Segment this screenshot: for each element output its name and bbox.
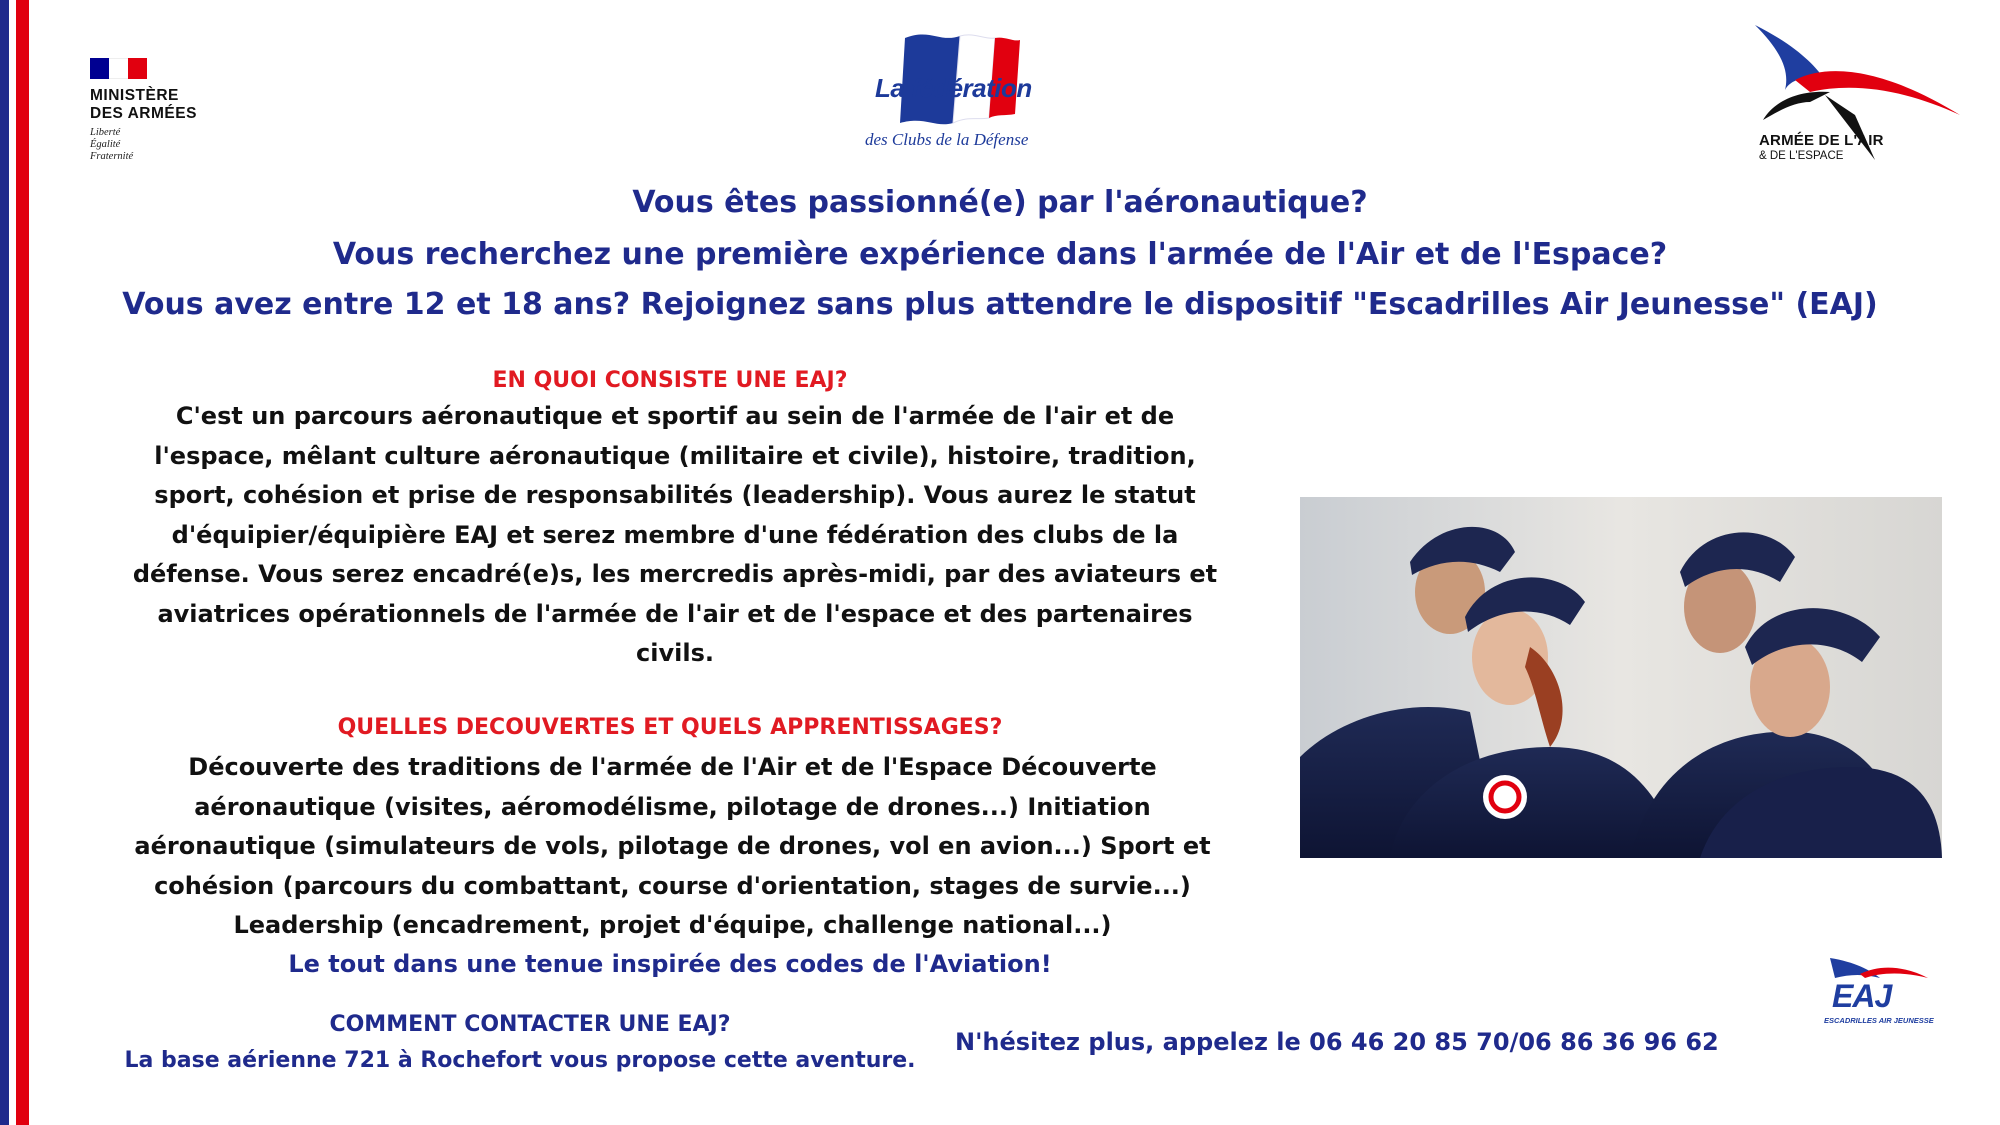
eaj-subtitle: ESCADRILLES AIR JEUNESSE: [1824, 1016, 1934, 1025]
ministry-motto: Liberté Égalité Fraternité: [90, 127, 134, 162]
federation-logo: [855, 28, 1055, 163]
federation-subtitle: des Clubs de la Défense: [865, 130, 1029, 149]
eaj-wordmark: EAJ: [1832, 978, 1892, 1014]
contact-text: La base aérienne 721 à Rochefort vous propose cette aventure.: [124, 1048, 916, 1073]
federation-title: La fédération: [875, 73, 1032, 103]
headline-passion: Vous êtes passionné(e) par l'aéronautique?: [632, 185, 1368, 220]
french-flag-icon: [90, 58, 147, 79]
tricolor-stripe-red: [16, 0, 29, 1125]
headline-experience: Vous recherchez une première expérience dans l'armée de l'Air et de l'Espace?: [332, 237, 1668, 272]
aviation-tagline: Le tout dans une tenue inspirée des codes de l'Aviation!: [288, 950, 1052, 978]
ministry-logo: [90, 58, 250, 163]
cadets-photo: [1300, 497, 1942, 858]
phone-numbers: N'hésitez plus, appelez le 06 46 20 85 70/06 86 36 96 62: [955, 1028, 1719, 1056]
section-title-discoveries: QUELLES DECOUVERTES ET QUELS APPRENTISSAGES?: [337, 715, 1003, 740]
ministry-name: MINISTÈRE DES ARMÉES: [90, 87, 197, 122]
eaj-logo: [1820, 956, 1934, 1028]
tricolor-stripe-white: [9, 0, 16, 1125]
contact-title: COMMENT CONTACTER UNE EAJ?: [329, 1012, 731, 1037]
air-force-logo: [1735, 20, 1965, 170]
air-force-name: ARMÉE DE L'AIR: [1759, 132, 1884, 149]
section-body-what: C'est un parcours aéronautique et sportif au sein de l'armée de l'air et de l'espace, mêlant culture aéronautique (militaire et civile), histoire, tradition, sport, cohésion et prise de responsabilités (leadership). Vous aurez le statut d'équipier/équipière EAJ et serez membre d'une fédération des clubs de la défense. Vous serez encadré(e)s, les mercredis après-midi, par des aviateurs et aviatrices opérationnels de l'armée de l'air et de l'espace et des partenaires civils.: [132, 402, 1218, 667]
section-body-discoveries: Découverte des traditions de l'armée de l'Air et de l'Espace Découverte aéronautique (visites, aéromodélisme, pilotage de drones...) Initiation aéronautique (simulateurs de vols, pilotage de drones, vol en avion...) Sport et cohésion (parcours du combattant, course d'orientation, stages de survie...) Leadership (encadrement, projet d'équipe, challenge national...): [134, 753, 1211, 939]
tricolor-stripe-blue: [0, 0, 9, 1125]
headline-age: Vous avez entre 12 et 18 ans? Rejoignez sans plus attendre le dispositif "Escadrilles Air Jeunesse" (EAJ): [122, 287, 1878, 322]
air-force-sub: & DE L'ESPACE: [1759, 150, 1844, 162]
section-title-what: EN QUOI CONSISTE UNE EAJ?: [492, 368, 848, 393]
